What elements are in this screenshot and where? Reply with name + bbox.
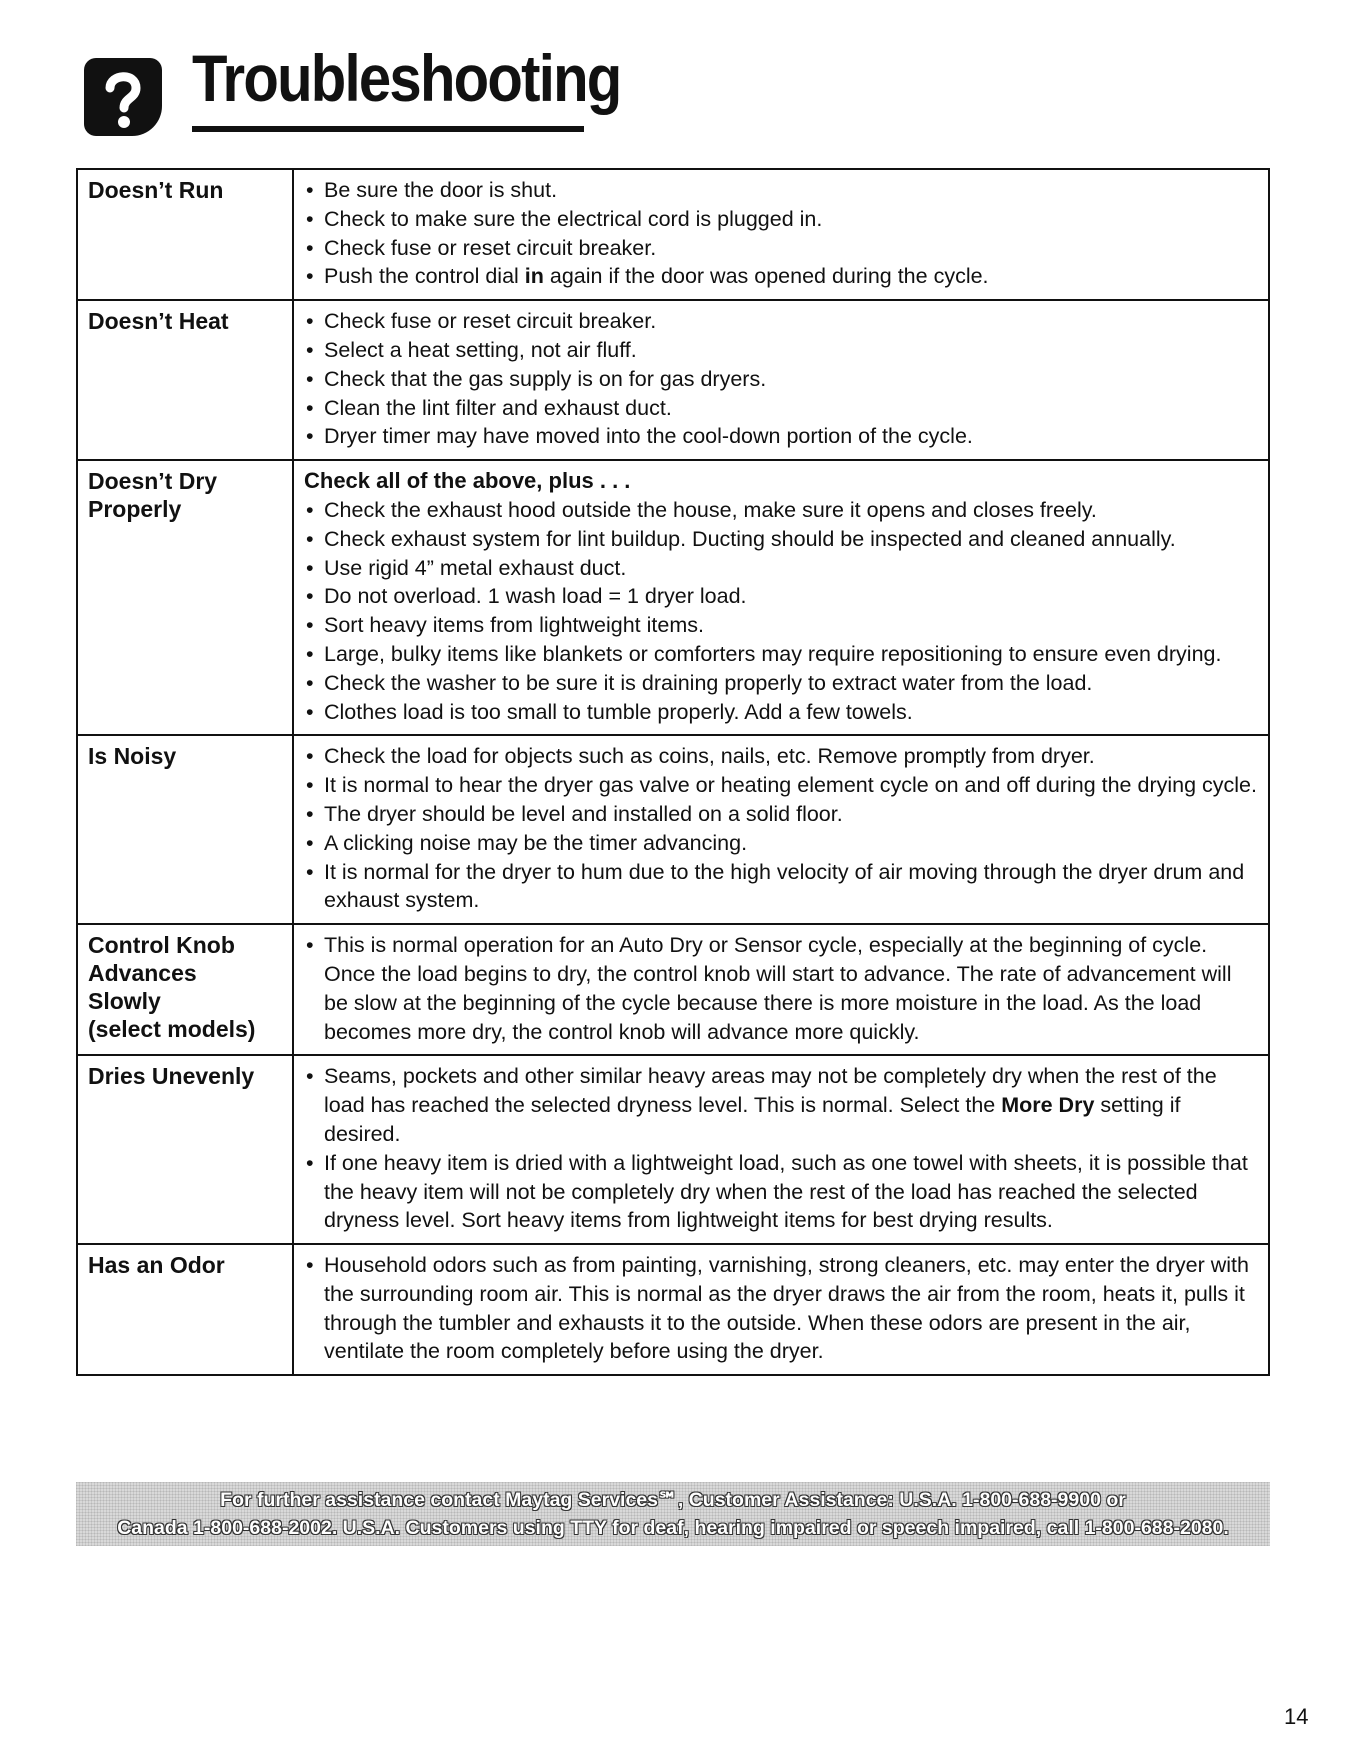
list-item	[304, 496, 1258, 525]
solution-text: Use rigid 4” metal exhaust duct.	[324, 555, 627, 580]
list-item	[304, 611, 1258, 640]
list-item	[304, 525, 1258, 554]
table-row	[77, 1244, 1269, 1375]
emphasis-text: in	[524, 264, 544, 289]
solution-text: Select a heat setting, not air fluff.	[324, 337, 637, 362]
assistance-line-2: Canada 1-800-688-2002. U.S.A. Customers using TTY for deaf, hearing impaired or speech impaired, call 1-800-688-2080.	[117, 1517, 1229, 1539]
problem-cell	[77, 460, 293, 735]
solution-list	[304, 742, 1258, 915]
list-item	[304, 1062, 1258, 1148]
list-item	[304, 365, 1258, 394]
solution-text: It is normal for the dryer to hum due to the high velocity of air moving through the dryer drum and exhaust system.	[324, 859, 1245, 913]
problem-label: Doesn’t Dry	[88, 468, 218, 495]
list-item	[304, 1149, 1258, 1235]
solution-text: If one heavy item is dried with a lightweight load, such as one towel with sheets, it is possible that the heavy item will not be completely dry when the rest of the load has reached the selected dryness level. Sort heavy items from lightweight items for best drying results.	[324, 1150, 1248, 1233]
problem-label: Dries Unevenly	[88, 1063, 255, 1090]
title-underline	[192, 126, 584, 132]
problem-cell	[77, 1055, 293, 1244]
table-row	[77, 169, 1269, 300]
solution-cell	[293, 735, 1269, 924]
solution-list	[304, 1251, 1258, 1366]
solution-text: Clean the lint filter and exhaust duct.	[324, 395, 672, 420]
list-item	[304, 176, 1258, 205]
problem-cell	[77, 169, 293, 300]
solution-text: again if the door was opened during the cycle.	[543, 264, 989, 289]
page-title: Troubleshooting	[192, 41, 621, 115]
page-number: 14	[1284, 1704, 1309, 1729]
list-item	[304, 742, 1258, 771]
solution-list	[304, 496, 1258, 726]
question-mark-icon	[84, 58, 162, 136]
solution-text: Be sure the door is shut.	[324, 178, 558, 202]
list-item	[304, 858, 1258, 916]
list-item	[304, 394, 1258, 423]
solution-cell	[293, 460, 1269, 735]
solution-text: Check fuse or reset circuit breaker.	[324, 235, 657, 260]
list-item	[304, 800, 1258, 829]
solution-text: The dryer should be level and installed on a solid floor.	[324, 801, 843, 826]
table-row	[77, 735, 1269, 924]
solution-text: Clothes load is too small to tumble properly. Add a few towels.	[324, 699, 913, 724]
solution-text: Check the exhaust hood outside the house, make sure it opens and closes freely.	[324, 497, 1097, 522]
solution-cell	[293, 300, 1269, 460]
table-row	[77, 1055, 1269, 1244]
solution-cell	[293, 1244, 1269, 1375]
problem-label: Control Knob	[88, 932, 235, 959]
list-item	[304, 205, 1258, 234]
problem-cell	[77, 924, 293, 1055]
solution-list	[304, 931, 1258, 1046]
problem-label: Properly	[88, 496, 182, 523]
solution-cell	[293, 924, 1269, 1055]
solution-text: This is normal operation for an Auto Dry or Sensor cycle, especially at the beginning of cycle. Once the load begins to dry, the control knob will start to advance. The rate of advancement will be slow at the beginning of the cycle because there is more moisture in the load. As the load becomes more dry, the control knob will advance more quickly.	[324, 933, 1232, 1044]
problem-cell	[77, 1244, 293, 1375]
list-item	[304, 931, 1258, 1046]
list-item	[304, 234, 1258, 263]
problem-label: Advances	[88, 960, 197, 987]
list-item	[304, 640, 1258, 669]
list-item	[304, 829, 1258, 858]
problem-label: Doesn’t Run	[88, 177, 224, 203]
problem-label: Has an Odor	[88, 1252, 225, 1279]
list-item	[304, 1251, 1258, 1366]
solution-list	[304, 1062, 1258, 1235]
solution-cell	[293, 169, 1269, 300]
table-row	[77, 924, 1269, 1055]
list-item	[304, 698, 1258, 727]
solution-text: Dryer timer may have moved into the cool-down portion of the cycle.	[324, 424, 973, 449]
solution-text: It is normal to hear the dryer gas valve or heating element cycle on and off during the drying cycle.	[324, 773, 1257, 798]
solution-text: Sort heavy items from lightweight items.	[324, 613, 704, 638]
table-row	[77, 460, 1269, 735]
list-item	[304, 422, 1258, 451]
solution-cell	[293, 1055, 1269, 1244]
solution-text: A clicking noise may be the timer advancing.	[324, 830, 748, 855]
solution-text: Push the control dial	[324, 264, 525, 289]
troubleshooting-table	[76, 168, 1270, 1376]
customer-assistance-banner	[76, 1482, 1270, 1546]
problem-label: Slowly	[88, 988, 161, 1015]
list-item	[304, 307, 1258, 336]
list-item	[304, 582, 1258, 611]
solution-lead: Check all of the above, plus . . .	[304, 468, 631, 494]
list-item	[304, 771, 1258, 800]
solution-text: Large, bulky items like blankets or comforters may require repositioning to ensure even drying.	[324, 641, 1222, 666]
solution-list	[304, 176, 1258, 291]
solution-text: Seams, pockets and other similar heavy areas may not be completely dry when the rest of the load has reached the selected dryness level. This is normal. Select the	[324, 1064, 1217, 1118]
emphasis-text: More Dry	[1001, 1093, 1095, 1118]
list-item	[304, 669, 1258, 698]
problem-cell	[77, 735, 293, 924]
solution-text: Household odors such as from painting, varnishing, strong cleaners, etc. may enter the dryer with the surrounding room air. This is normal as the dryer draws the air from the room, heats it, pulls it through the tumbler and exhausts it to the outside. When these odors are present in the air, ventilate the room completely before using the dryer.	[324, 1253, 1249, 1364]
solution-list	[304, 307, 1258, 451]
solution-text: Check fuse or reset circuit breaker.	[324, 309, 657, 334]
solution-text: Do not overload. 1 wash load = 1 dryer load.	[324, 584, 747, 609]
list-item	[304, 336, 1258, 365]
solution-text: Check the load for objects such as coins, nails, etc. Remove promptly from dryer.	[324, 744, 1095, 769]
problem-label: Is Noisy	[88, 743, 177, 770]
solution-text: Check that the gas supply is on for gas dryers.	[324, 366, 767, 391]
problem-label: Doesn’t Heat	[88, 308, 229, 335]
list-item	[304, 554, 1258, 583]
problem-cell	[77, 300, 293, 460]
solution-text: Check the washer to be sure it is draining properly to extract water from the load.	[324, 670, 1093, 695]
problem-label: (select models)	[88, 1016, 256, 1043]
solution-text: Check exhaust system for lint buildup. Ducting should be inspected and cleaned annually.	[324, 526, 1176, 551]
solution-text: setting if desired.	[324, 1093, 1181, 1146]
solution-text: Check to make sure the electrical cord is plugged in.	[324, 206, 823, 231]
page-header	[84, 40, 621, 140]
table-row	[77, 300, 1269, 460]
assistance-line-1: For further assistance contact Maytag Services℠, Customer Assistance: U.S.A. 1-800-688-9900 or	[220, 1489, 1126, 1511]
list-item	[304, 262, 1258, 291]
